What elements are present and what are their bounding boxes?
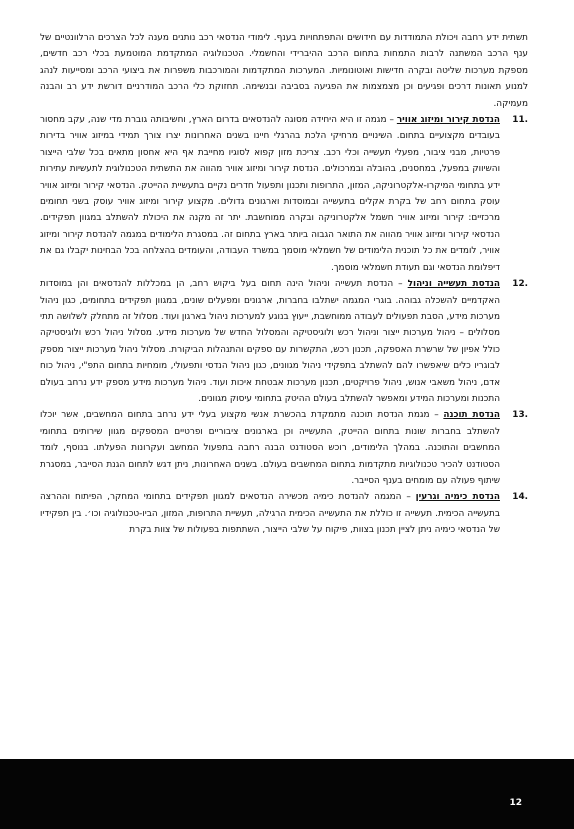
document-body [40,30,528,770]
section-text: – המגמה להנדסת כימיה מכשירה הנדסאים למגוון תפקידים בתחומי המחקר, הפיתוח וההרצה בתעשייה הכימית. תעשייה זו כוללת את התעשייה הכימית הרגילה, תעשיית התרופות, המזון, הביו-טכנולוגיה וכו׳. בין תפקידיו של הנדסאי כימיה ניתן לציין תכנון בצוות, פיקוח על שלבי הייצור, השתתפות בפעולות של צוות בקרת [40,492,500,536]
section-number: 13. [512,410,528,421]
section-text: – מגמת הנדסת תוכנה מתמקדת בהכשרת אנשי מקצוע בעלי ידע נרחב בתחום המחשבים, אשר יוכלו להשתלב בחברות שונות בתחום ההייטק, התעשייה וכן בארגונים ציבוריים ופרטיים המספקים מגוון שירותים בתחומי המחשבים והתוכנה. במהלך הלימודים, רוכש הסטודנט הבנה רחבה בתפעול המחשב ועקרונות הפעלתו. בנוסף, לומד הסטודנט להכיר טכנולוגיות מתקדמות בתחום המחשבים בעולם. בשנים האחרונות, ניתן דגש לתחום הגנת הסייבר, במסגרת שיתוף פעולה עם מומחים בענף הסייבר. [40,410,500,486]
section-number: 11. [512,115,528,126]
section-title: הנדסת קירור ומיזוג אוויר [396,115,500,126]
section-text: – מגמה זו היא היחידה מסוגה להנדסאים בדרום הארץ, וחשיבותה גוברת מדי שנה, עקב מחסור בעובדים מקצועיים בתחום. השינויים מרחיקי הלכת בהרגלי חיינו בשנים האחרונות יצרו צורך תמידי במיזוג אוויר בדירות פרטיות, מבני ציבור, מפעלי תעשייה וכלי רכב. צריכת מזון קפוא לסוגיו מחייבת אף היא אחסון מתאים בכל שלבי הייצור והשיווק במפעל, במחסנים, בהובלה ובמרכולים. הנדסת קירור ומיזוג אוויר מהווה את התשתית הטכנולוגית לתעשיות עתירות ידע בתחומי המיקרו-אלקטרוניקה, המזון, התרופות ותכנון ותפעול חדרים נקיים בתעשיית ההייטק. הנדסאי קירור ומיזוג אוויר עוסק בתחום רחב של בקרת אקלים בתעשייה ובמוסדות וארגונים גדולים. מקצוע קירור ומיזוג אוויר עוסק בשני תחומים מרכזיים: קירור ומיזוג אוויר חשמל אלקטרוניקה ובקרה ממוחשבת. יתר זה מקנה את היכולת להשתלב במגוון תפקידים. הנדסאי קירור ומיזוג אוויר מהווה את התואר הגבוה ביותר בארץ בתחום זה. במסגרת הלימודים במגמה להנדסת קירור ומיזוג אוויר, לומדים את כל תוכנית הלימודים של חשמלאי מוסמך במשרד העבודה, והעומדים בהצלחה בכל הבחינות יקבלו גם את דיפלומת הנדסאי וגם תעודת חשמלאי מוסמך. [40,115,500,273]
page-footer [0,759,574,829]
section-title: הנדסת תוכנה [443,410,500,421]
section-number: 14. [512,492,528,503]
page-number: 12 [509,798,522,808]
section-chemical-engineering [40,489,528,538]
section-text: – הנדסת תעשייה וניהול הינה תחום בעל ביקוש רחב, הן במכללות להנדסאים והן במוסדות האקדמיים להשכלה גבוהה. בוגרי המגמה ישתלבו בחברות, ארגונים ומפעלים שונים, במגוון תפקידים בתחומים, כגון ניהול מערכות מידע, הסבת תפעולים לעבודה ממוחשבת, ייעוץ בנוגע למערכות ניהול בארגון ועוד. מסלול זה מתחלק לשלושה תתי מסלולים – ניהול מערכות ייצור וניהול רכש ולוגיסטיקה והמסלול החדש של מערכות מידע. מסלול ניהול רכש ולוגיסטיקה כולל אפיון של שרשרת האספקה, תכנון רכש, התקשרות עם ספקים והתנהלות הביקורת. מסלול ניהול מערכות ייצור מספק לבוגריו כלים שיאפשרו להם להשתלב בתפקידי ניהול מגוונים, כגון ניהול הנדסי ותפעולי, מומחיות בתחום התפ"י, ניהול כוח אדם, ניהול משאבי אנוש, ניהול פרויקטים, תכנון מערכות אבטחת איכות ועוד. ניהול מערכות מידע מספק ידע נרחב בעולם התכנות ומערכות המידע ומאפשר להשתלב בעולם ההיטק בתחומי עיסוק מגוונים. [40,279,500,404]
intro-paragraph: תשתית ידע רחבה ויכולת התמודדות עם חידושים והתפתחויות בענף. לימודי הנדסאי רכב נותנים מענה לכל הצרכים הרלוונטיים של ענף הרכב המשתנה לרבות התמחות בתחום הרכב ההיברידי והחשמלי. הטכנולוגיה המתקדמת המוטמעת בכלי רכב חדשים, מספקת מערכות שליטה ובקרה חדישות ואוטונומיות. המערכות המתקדמות והמורכבות משפרות את ביצועי הרכב ומסייעות לנהג למנוע תאונות דרכים ופגיעים וכן מצמצמות את הפגיעה בסביבה ובנשימה. תחזוקת כלי הרכב המודרניים דורשת ידע רב והבנה מעמיקה. [40,33,528,109]
section-software-engineering [40,407,528,489]
section-title: הנדסת כימיה וגרעין [415,492,500,503]
section-number: 12. [512,279,528,290]
section-industrial-engineering [40,276,528,407]
section-cooling-air-conditioning [40,112,528,276]
section-title: הנדסת תעשייה וניהול [407,279,500,290]
